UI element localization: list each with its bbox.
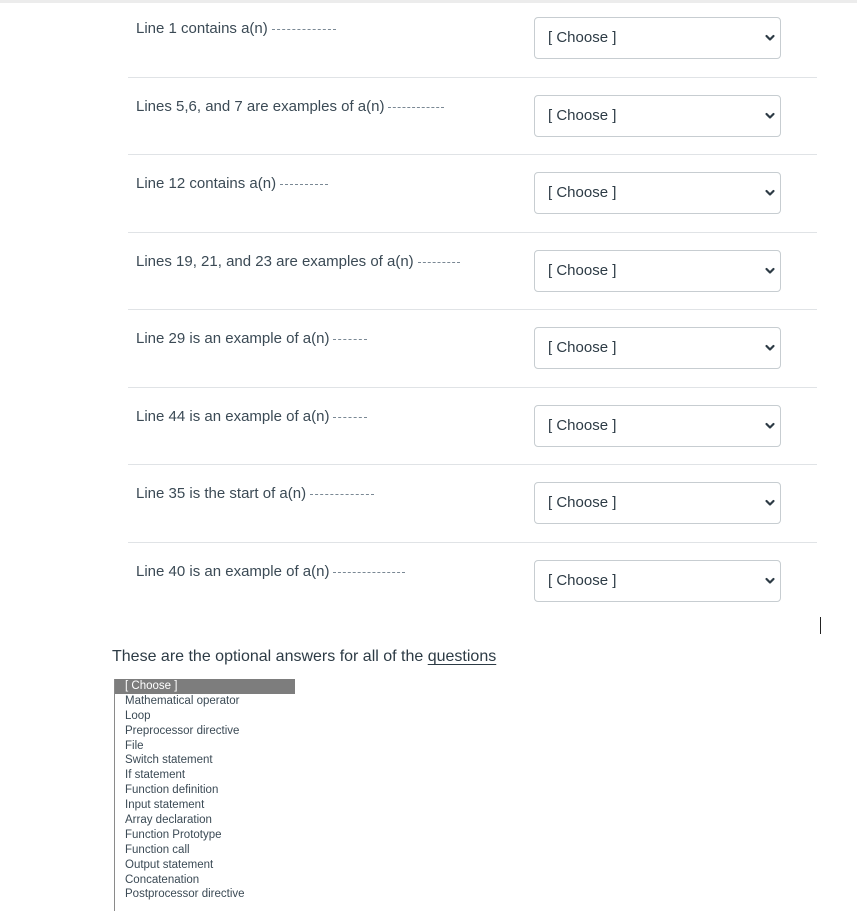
option-item[interactable]: If statement [125, 769, 186, 782]
select-value: [ Choose ] [548, 184, 617, 201]
chevron-down-icon [764, 420, 776, 432]
chevron-down-icon [764, 575, 776, 587]
answer-select[interactable] [534, 560, 781, 602]
question-row [128, 0, 817, 78]
option-item[interactable]: Array declaration [125, 814, 212, 827]
select-value: [ Choose ] [548, 571, 617, 589]
questions-link[interactable]: questions [427, 648, 497, 665]
option-item[interactable]: Function Prototype [125, 828, 222, 841]
answer-select[interactable] [534, 327, 781, 369]
answer-select[interactable] [534, 482, 781, 524]
answers-heading-text: These are the optional answers for all of the [112, 648, 428, 665]
question-text: Lines 19, 21, and 23 are examples of a(n) [136, 252, 414, 270]
option-item[interactable]: Preprocessor directive [125, 724, 240, 737]
answer-blank [333, 339, 367, 340]
answer-options-list[interactable] [114, 679, 295, 911]
option-item[interactable]: Loop [125, 709, 151, 722]
select-value: [ Choose ] [548, 416, 617, 434]
question-list [128, 0, 817, 620]
question-row [128, 465, 817, 543]
select-value: [ Choose ] [548, 494, 617, 511]
answer-select[interactable] [534, 17, 781, 59]
question-text: Line 12 contains a(n) [136, 175, 277, 192]
answer-blank [388, 107, 444, 108]
question-text: Line 44 is an example of a(n) [136, 407, 330, 425]
answer-select[interactable] [534, 95, 781, 137]
text-cursor [820, 617, 821, 634]
answer-select[interactable] [534, 172, 781, 214]
question-text: Line 29 is an example of a(n) [136, 330, 330, 347]
option-item[interactable]: Function call [125, 843, 190, 856]
question-row [128, 155, 817, 233]
option-item[interactable]: Function definition [125, 784, 219, 797]
option-item[interactable]: Mathematical operator [125, 694, 240, 707]
question-row [128, 543, 817, 621]
chevron-down-icon [764, 342, 776, 354]
answer-blank [310, 494, 374, 495]
answer-select[interactable] [534, 250, 781, 292]
answer-blank [418, 262, 460, 263]
question-text: Line 40 is an example of a(n) [136, 562, 330, 580]
question-text: Line 1 contains a(n) [136, 20, 268, 37]
chevron-down-icon [764, 265, 776, 277]
chevron-down-icon [764, 187, 776, 199]
option-item[interactable]: Postprocessor directive [125, 888, 245, 901]
answer-blank [272, 29, 336, 30]
question-text: Line 35 is the start of a(n) [136, 485, 307, 502]
answer-blank [280, 184, 328, 185]
chevron-down-icon [764, 32, 776, 44]
answer-select[interactable] [534, 405, 781, 447]
select-value: [ Choose ] [548, 106, 617, 124]
select-value: [ Choose ] [548, 261, 617, 279]
option-item[interactable]: Input statement [125, 799, 205, 812]
option-item[interactable]: Switch statement [125, 754, 213, 767]
question-row [128, 310, 817, 388]
chevron-down-icon [764, 110, 776, 122]
question-row [128, 78, 817, 156]
answer-blank [333, 572, 405, 573]
chevron-down-icon [764, 497, 776, 509]
answers-heading [112, 648, 496, 666]
question-row [128, 388, 817, 466]
question-text: Lines 5,6, and 7 are examples of a(n) [136, 97, 385, 115]
option-item[interactable]: File [125, 739, 144, 752]
option-item[interactable]: Output statement [125, 858, 214, 871]
select-value: [ Choose ] [548, 29, 617, 46]
select-value: [ Choose ] [548, 339, 617, 356]
answer-blank [333, 417, 367, 418]
option-item[interactable]: [ Choose ] [115, 679, 295, 694]
option-item[interactable]: Concatenation [125, 873, 200, 886]
question-row [128, 233, 817, 311]
